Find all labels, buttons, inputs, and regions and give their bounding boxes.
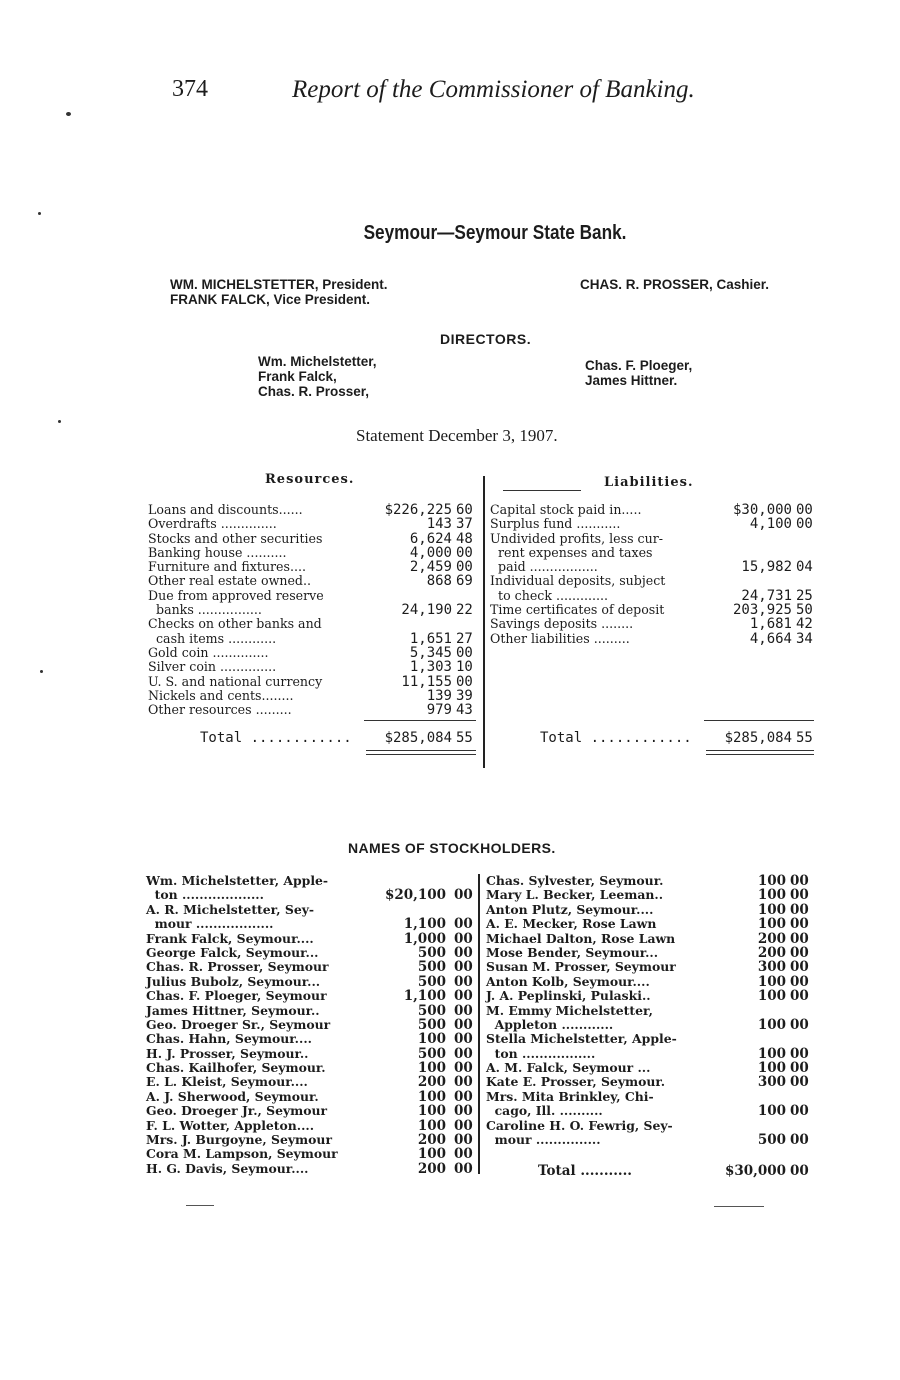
stockholder-row-dollars: 500 bbox=[757, 1132, 786, 1149]
stockholders-heading: NAMES OF STOCKHOLDERS. bbox=[348, 840, 556, 856]
resource-row-cents: 43 bbox=[456, 702, 473, 719]
liabilities-double-rule bbox=[706, 754, 814, 755]
resource-row bbox=[148, 660, 478, 674]
resource-row-cents: 48 bbox=[456, 530, 473, 547]
stockholders-total-label: Total ........... bbox=[538, 1163, 633, 1179]
stockholders-divider bbox=[478, 874, 480, 1174]
scan-speck bbox=[38, 212, 41, 215]
resource-row bbox=[148, 646, 478, 660]
resource-row bbox=[148, 503, 478, 517]
liability-row-dollars: 203,925 bbox=[732, 602, 792, 619]
stockholder-row bbox=[146, 1004, 476, 1018]
stockholder-row bbox=[146, 975, 476, 989]
resource-row bbox=[148, 617, 478, 631]
stockholder-row-dollars: 200 bbox=[757, 930, 786, 947]
stockholder-row-label: Caroline H. O. Fewrig, Sey- bbox=[486, 1117, 673, 1133]
resources-total-cents: 55 bbox=[456, 730, 473, 746]
stockholder-row bbox=[146, 960, 476, 974]
stockholder-row-cents: 00 bbox=[454, 1146, 473, 1163]
stockholder-row-label: Stella Michelstetter, Apple- bbox=[486, 1031, 677, 1047]
stockholder-row bbox=[146, 946, 476, 960]
scan-speck bbox=[66, 112, 71, 116]
stockholder-row-label: Mose Bender, Seymour... bbox=[486, 944, 659, 960]
resource-row-label: Banking house .......... bbox=[148, 544, 287, 560]
resource-row-dollars: 1,303 bbox=[409, 659, 452, 676]
stockholders-left-list bbox=[146, 874, 476, 1176]
stockholder-row-cents: 00 bbox=[454, 1132, 473, 1149]
stockholder-row bbox=[486, 1119, 816, 1133]
stockholder-row-cents: 00 bbox=[454, 887, 473, 904]
officer-cashier: CHAS. R. PROSSER, Cashier. bbox=[580, 277, 770, 292]
resources-double-rule bbox=[366, 750, 476, 751]
scan-mark bbox=[186, 1205, 214, 1206]
stockholder-row-dollars: 300 bbox=[757, 1074, 786, 1091]
stockholder-row-cents: 00 bbox=[454, 944, 473, 961]
resource-row-label: Gold coin .............. bbox=[148, 644, 269, 660]
stockholder-row bbox=[486, 1047, 816, 1061]
stockholder-row-dollars: 100 bbox=[757, 1103, 786, 1120]
liability-row bbox=[490, 574, 820, 588]
liability-row-cents: 34 bbox=[796, 630, 813, 647]
resource-row-dollars: 139 bbox=[426, 687, 452, 704]
officers-left bbox=[170, 277, 388, 307]
resources-heading: Resources. bbox=[265, 472, 355, 487]
stockholder-row bbox=[486, 932, 816, 946]
stockholder-row-cents: 00 bbox=[454, 1074, 473, 1091]
stockholder-row bbox=[486, 1075, 816, 1089]
stockholder-row-dollars: 100 bbox=[417, 1146, 446, 1163]
stockholder-row-dollars: 1,100 bbox=[403, 988, 446, 1005]
stockholder-row-label: Julius Bubolz, Seymour... bbox=[146, 973, 321, 989]
liability-row bbox=[490, 517, 820, 531]
scan-mark bbox=[714, 1206, 764, 1207]
resource-row bbox=[148, 689, 478, 703]
stockholder-row-label: Anton Kolb, Seymour.... bbox=[486, 973, 650, 989]
stockholder-row-cents: 00 bbox=[454, 1103, 473, 1120]
stockholder-row bbox=[146, 1147, 476, 1161]
stockholder-row-dollars: 100 bbox=[757, 1045, 786, 1062]
stockholder-row bbox=[486, 917, 816, 931]
stockholder-row bbox=[486, 1032, 816, 1046]
resource-row-label: Furniture and fixtures.... bbox=[148, 559, 306, 575]
stockholder-row-cents: 00 bbox=[790, 944, 809, 961]
resource-row-dollars: 979 bbox=[426, 702, 452, 719]
resource-row-dollars: 868 bbox=[426, 573, 452, 590]
liability-row-label: Surplus fund ........... bbox=[490, 516, 621, 532]
stockholders-total-dollars: $30,000 bbox=[724, 1163, 786, 1179]
stockholder-row-dollars: 100 bbox=[757, 887, 786, 904]
stockholder-row-dollars: 1,100 bbox=[403, 916, 446, 933]
stockholder-row-label: Frank Falck, Seymour.... bbox=[146, 930, 314, 946]
stockholder-row-cents: 00 bbox=[790, 930, 809, 947]
stockholder-row-dollars: 100 bbox=[417, 1031, 446, 1048]
resource-row-cents: 22 bbox=[456, 602, 473, 619]
stockholder-row bbox=[146, 1075, 476, 1089]
resource-row bbox=[148, 603, 478, 617]
liability-row-dollars: 4,100 bbox=[749, 516, 792, 533]
stockholder-row-dollars: 100 bbox=[757, 973, 786, 990]
stockholder-row-label: George Falck, Seymour... bbox=[146, 944, 319, 960]
resource-row-label: Checks on other banks and bbox=[148, 616, 322, 632]
stockholder-row-dollars: 200 bbox=[417, 1074, 446, 1091]
liabilities-double-rule bbox=[706, 750, 814, 751]
officer-vice-president: FRANK FALCK, Vice President. bbox=[170, 292, 371, 307]
stockholder-row-label: mour ............... bbox=[486, 1132, 601, 1148]
stockholder-row bbox=[486, 1104, 816, 1118]
stockholder-row-label: H. G. Davis, Seymour.... bbox=[146, 1160, 309, 1176]
stockholder-row-cents: 00 bbox=[790, 1045, 809, 1062]
stockholder-row-dollars: 100 bbox=[757, 873, 786, 889]
resource-row-label: Nickels and cents........ bbox=[148, 687, 294, 703]
stockholder-row-cents: 00 bbox=[454, 1031, 473, 1048]
stockholder-row-cents: 00 bbox=[454, 973, 473, 990]
resource-row bbox=[148, 632, 478, 646]
resource-row-label: Other real estate owned.. bbox=[148, 573, 311, 589]
liabilities-total-dollars: $285,084 bbox=[724, 730, 792, 746]
stockholder-row bbox=[146, 917, 476, 931]
stockholder-row-cents: 00 bbox=[454, 988, 473, 1005]
resource-row bbox=[148, 560, 478, 574]
stockholder-row-dollars: 100 bbox=[757, 988, 786, 1005]
stockholder-row bbox=[486, 1004, 816, 1018]
liability-row-dollars: 24,731 bbox=[741, 587, 792, 604]
stockholder-row-cents: 00 bbox=[454, 930, 473, 947]
stockholder-row-cents: 00 bbox=[790, 1060, 809, 1077]
resource-row-cents: 00 bbox=[456, 559, 473, 576]
liability-row-cents: 00 bbox=[796, 502, 813, 518]
liability-row-label: to check ............. bbox=[490, 587, 608, 603]
stockholder-row-label: Anton Plutz, Seymour.... bbox=[486, 901, 654, 917]
stockholder-row-label: Chas. Hahn, Seymour.... bbox=[146, 1031, 312, 1047]
resource-row-dollars: 1,651 bbox=[409, 630, 452, 647]
stockholder-row-dollars: 100 bbox=[417, 1060, 446, 1077]
directors-right bbox=[585, 358, 692, 388]
resource-row-cents: 27 bbox=[456, 630, 473, 647]
stockholder-row bbox=[146, 932, 476, 946]
stockholder-row bbox=[486, 1018, 816, 1032]
stockholder-row-cents: 00 bbox=[454, 959, 473, 976]
liability-row bbox=[490, 603, 820, 617]
resource-row-dollars: 6,624 bbox=[409, 530, 452, 547]
stockholder-row-label: Geo. Droeger Sr., Seymour bbox=[146, 1016, 331, 1032]
stockholder-row bbox=[146, 1104, 476, 1118]
stockholder-row-label: J. A. Peplinski, Pulaski.. bbox=[486, 988, 651, 1004]
stockholder-row-cents: 00 bbox=[790, 901, 809, 918]
stockholder-row bbox=[146, 1018, 476, 1032]
resource-row-cents: 37 bbox=[456, 516, 473, 533]
stockholder-row bbox=[146, 1090, 476, 1104]
liability-row-cents: 04 bbox=[796, 559, 813, 576]
resource-row-label: Due from approved reserve bbox=[148, 587, 324, 603]
stockholder-row bbox=[486, 989, 816, 1003]
scan-speck bbox=[40, 670, 43, 673]
stockholder-row-dollars: 200 bbox=[417, 1160, 446, 1177]
stockholder-row-label: A. M. Falck, Seymour ... bbox=[486, 1060, 651, 1076]
stockholder-row-cents: 00 bbox=[790, 1074, 809, 1091]
stockholder-row-label: Geo. Droeger Jr., Seymour bbox=[146, 1103, 328, 1119]
resource-row-cents: 00 bbox=[456, 644, 473, 661]
stockholder-row-cents: 00 bbox=[454, 1016, 473, 1033]
resource-row-cents: 00 bbox=[456, 544, 473, 561]
liability-row-dollars: 1,681 bbox=[749, 616, 792, 633]
director-name: Chas. R. Prosser, bbox=[258, 384, 370, 399]
resources-total-rule bbox=[364, 720, 476, 721]
resources-table bbox=[148, 503, 478, 717]
resource-row-dollars: 24,190 bbox=[401, 602, 452, 619]
stockholder-row-label: Mary L. Becker, Leeman.. bbox=[486, 887, 664, 903]
stockholder-row-label: Chas. R. Prosser, Seymour bbox=[146, 959, 329, 975]
liability-row-label: Capital stock paid in..... bbox=[490, 502, 642, 517]
liability-row-cents: 50 bbox=[796, 602, 813, 619]
stockholder-row-dollars: 100 bbox=[757, 916, 786, 933]
stockholder-row-label: James Hittner, Seymour.. bbox=[146, 1002, 320, 1018]
stockholder-row-label: Kate E. Prosser, Seymour. bbox=[486, 1074, 666, 1090]
stockholder-row-label: A. R. Michelstetter, Sey- bbox=[146, 901, 315, 917]
stockholder-row-label: A. E. Mecker, Rose Lawn bbox=[486, 916, 657, 932]
stockholder-row-label: Michael Dalton, Rose Lawn bbox=[486, 930, 676, 946]
director-name: Wm. Michelstetter, bbox=[258, 354, 377, 369]
officer-president: WM. MICHELSTETTER, President. bbox=[170, 277, 388, 292]
resource-row bbox=[148, 532, 478, 546]
stockholder-row-label: Chas. F. Ploeger, Seymour bbox=[146, 988, 327, 1004]
stockholder-row bbox=[146, 874, 476, 888]
stockholder-row-dollars: 500 bbox=[417, 973, 446, 990]
stockholder-row-label: mour .................. bbox=[146, 916, 274, 932]
stockholder-row-label: M. Emmy Michelstetter, bbox=[486, 1002, 653, 1018]
stockholder-row-label: ton ................... bbox=[146, 887, 264, 903]
stockholder-row-dollars: 500 bbox=[417, 1045, 446, 1062]
bank-title: Seymour—Seymour State Bank. bbox=[363, 222, 627, 244]
stockholder-row bbox=[146, 903, 476, 917]
stockholder-row bbox=[486, 874, 816, 888]
liability-row-label: rent expenses and taxes bbox=[490, 544, 653, 560]
resource-row-dollars: 5,345 bbox=[409, 644, 452, 661]
resource-row bbox=[148, 546, 478, 560]
stockholder-row bbox=[486, 903, 816, 917]
stockholder-row-label: Mrs. J. Burgoyne, Seymour bbox=[146, 1132, 332, 1148]
stockholder-row-cents: 00 bbox=[790, 916, 809, 933]
director-name: Frank Falck, bbox=[258, 369, 337, 384]
running-head: Report of the Commissioner of Banking. bbox=[292, 76, 695, 103]
stockholder-row-dollars: 100 bbox=[757, 901, 786, 918]
liability-row-label: Time certificates of deposit bbox=[490, 602, 665, 618]
liability-row-label: Individual deposits, subject bbox=[490, 573, 666, 589]
stockholder-row-label: cago, Ill. .......... bbox=[486, 1103, 603, 1119]
resource-row-label: Other resources ......... bbox=[148, 702, 292, 718]
liability-row-label: Savings deposits ........ bbox=[490, 616, 634, 632]
stockholder-row bbox=[146, 888, 476, 902]
stockholders-right-list bbox=[486, 874, 816, 1147]
statement-date: Statement December 3, 1907. bbox=[356, 426, 558, 445]
stockholder-row bbox=[146, 1133, 476, 1147]
directors-left bbox=[258, 354, 377, 399]
stockholder-row bbox=[146, 1032, 476, 1046]
stockholder-row bbox=[486, 946, 816, 960]
resource-row-label: Stocks and other securities bbox=[148, 530, 323, 546]
stockholder-row-cents: 00 bbox=[790, 988, 809, 1005]
stockholder-row bbox=[146, 1061, 476, 1075]
stockholder-row-label: Cora M. Lampson, Seymour bbox=[146, 1146, 338, 1162]
stockholder-row-dollars: 500 bbox=[417, 959, 446, 976]
resource-row-label: Overdrafts .............. bbox=[148, 516, 277, 532]
stockholder-row-cents: 00 bbox=[790, 873, 809, 889]
stockholder-row-label: Chas. Sylvester, Seymour. bbox=[486, 873, 664, 888]
stockholder-row-cents: 00 bbox=[454, 1060, 473, 1077]
resource-row-dollars: 4,000 bbox=[409, 544, 452, 561]
stockholder-row-dollars: 100 bbox=[757, 1016, 786, 1033]
resource-row-dollars: $226,225 bbox=[384, 502, 452, 518]
column-divider bbox=[483, 476, 485, 768]
stockholder-row bbox=[486, 975, 816, 989]
stockholder-row-dollars: 200 bbox=[757, 944, 786, 961]
resource-row-label: Loans and discounts...... bbox=[148, 502, 303, 517]
stockholder-row-dollars: $20,100 bbox=[384, 887, 446, 904]
resource-row-label: cash items ............ bbox=[148, 630, 277, 646]
stockholder-row-label: H. J. Prosser, Seymour.. bbox=[146, 1045, 309, 1061]
stockholder-row-dollars: 100 bbox=[757, 1060, 786, 1077]
stockholder-row-cents: 00 bbox=[790, 887, 809, 904]
liability-row-cents: 25 bbox=[796, 587, 813, 604]
stockholder-row-cents: 00 bbox=[454, 1045, 473, 1062]
resource-row bbox=[148, 574, 478, 588]
resource-row-label: Silver coin .............. bbox=[148, 659, 277, 675]
resource-row-cents: 60 bbox=[456, 502, 473, 518]
liabilities-total-cents: 55 bbox=[796, 730, 813, 746]
resource-row-cents: 39 bbox=[456, 687, 473, 704]
stockholder-row bbox=[486, 960, 816, 974]
resources-total-dollars: $285,084 bbox=[384, 730, 452, 746]
liability-row-label: Undivided profits, less cur- bbox=[490, 530, 663, 546]
stockholder-row-label: Susan M. Prosser, Seymour bbox=[486, 959, 676, 975]
stockholder-row-label: Appleton ............ bbox=[486, 1016, 614, 1032]
stockholder-row-label: Chas. Kailhofer, Seymour. bbox=[146, 1060, 326, 1076]
stockholder-row-cents: 00 bbox=[454, 1160, 473, 1177]
directors-heading: DIRECTORS. bbox=[440, 331, 532, 347]
liabilities-total-rule bbox=[704, 720, 814, 721]
stockholder-row-dollars: 100 bbox=[417, 1117, 446, 1134]
stockholder-row-dollars: 300 bbox=[757, 959, 786, 976]
liability-row-dollars: 15,982 bbox=[741, 559, 792, 576]
stockholder-row-cents: 00 bbox=[790, 1103, 809, 1120]
stockholder-row-label: ton ................. bbox=[486, 1045, 596, 1061]
resource-row-dollars: 143 bbox=[426, 516, 452, 533]
stockholder-row-dollars: 100 bbox=[417, 1103, 446, 1120]
liability-row-label: paid ................. bbox=[490, 559, 598, 575]
liability-row-cents: 00 bbox=[796, 516, 813, 533]
stockholder-row bbox=[146, 1119, 476, 1133]
liability-row bbox=[490, 589, 820, 603]
resource-row bbox=[148, 675, 478, 689]
stockholder-row-cents: 00 bbox=[454, 1117, 473, 1134]
stockholder-row-cents: 00 bbox=[454, 916, 473, 933]
stockholder-row bbox=[486, 888, 816, 902]
resources-total-label: Total ............ bbox=[200, 730, 352, 746]
stockholder-row bbox=[486, 1133, 816, 1147]
stockholder-row-cents: 00 bbox=[790, 959, 809, 976]
stockholder-row bbox=[146, 1047, 476, 1061]
resource-row-cents: 69 bbox=[456, 573, 473, 590]
director-name: Chas. F. Ploeger, bbox=[585, 358, 693, 373]
liability-row-dollars: $30,000 bbox=[732, 502, 792, 518]
stockholder-row-cents: 00 bbox=[454, 1002, 473, 1019]
resource-row bbox=[148, 589, 478, 603]
stockholder-row bbox=[486, 1061, 816, 1075]
stockholder-row-dollars: 500 bbox=[417, 944, 446, 961]
resource-row-cents: 00 bbox=[456, 673, 473, 690]
liability-row-label: Other liabilities ......... bbox=[490, 630, 630, 646]
liability-row bbox=[490, 560, 820, 574]
stockholder-row-label: A. J. Sherwood, Seymour. bbox=[146, 1088, 319, 1104]
resource-row-dollars: 11,155 bbox=[401, 673, 452, 690]
liability-row bbox=[490, 532, 820, 546]
resource-row bbox=[148, 517, 478, 531]
resources-double-rule bbox=[366, 754, 476, 755]
stockholders-total-cents: 00 bbox=[790, 1163, 809, 1179]
resource-row-dollars: 2,459 bbox=[409, 559, 452, 576]
liability-row bbox=[490, 546, 820, 560]
resource-row-label: U. S. and national currency bbox=[148, 673, 323, 689]
stockholder-row-cents: 00 bbox=[790, 973, 809, 990]
liabilities-rule bbox=[503, 490, 581, 491]
stockholder-row-dollars: 200 bbox=[417, 1132, 446, 1149]
resource-row bbox=[148, 703, 478, 717]
stockholder-row bbox=[146, 1162, 476, 1176]
stockholder-row-label: Wm. Michelstetter, Apple- bbox=[146, 873, 329, 888]
stockholder-row bbox=[486, 1090, 816, 1104]
liabilities-total-label: Total ............ bbox=[540, 730, 692, 746]
page-number: 374 bbox=[172, 76, 208, 102]
stockholder-row-cents: 00 bbox=[790, 1132, 809, 1149]
liability-row-cents: 42 bbox=[796, 616, 813, 633]
stockholder-row-label: Mrs. Mita Brinkley, Chi- bbox=[486, 1088, 654, 1104]
liabilities-heading: Liabilities. bbox=[604, 475, 694, 490]
resource-row-cents: 10 bbox=[456, 659, 473, 676]
liability-row bbox=[490, 632, 820, 646]
scan-speck bbox=[58, 420, 61, 423]
liability-row-dollars: 4,664 bbox=[749, 630, 792, 647]
stockholder-row-dollars: 1,000 bbox=[403, 930, 446, 947]
stockholder-row bbox=[146, 989, 476, 1003]
liability-row bbox=[490, 617, 820, 631]
stockholder-row-cents: 00 bbox=[790, 1016, 809, 1033]
liabilities-table bbox=[490, 503, 820, 646]
stockholder-row-label: F. L. Wotter, Appleton.... bbox=[146, 1117, 315, 1133]
liability-row bbox=[490, 503, 820, 517]
stockholder-row-dollars: 100 bbox=[417, 1088, 446, 1105]
stockholder-row-dollars: 500 bbox=[417, 1016, 446, 1033]
stockholder-row-cents: 00 bbox=[454, 1088, 473, 1105]
stockholder-row-label: E. L. Kleist, Seymour.... bbox=[146, 1074, 308, 1090]
director-name: James Hittner. bbox=[585, 373, 678, 388]
resource-row-label: banks ................ bbox=[148, 602, 262, 618]
stockholder-row-dollars: 500 bbox=[417, 1002, 446, 1019]
